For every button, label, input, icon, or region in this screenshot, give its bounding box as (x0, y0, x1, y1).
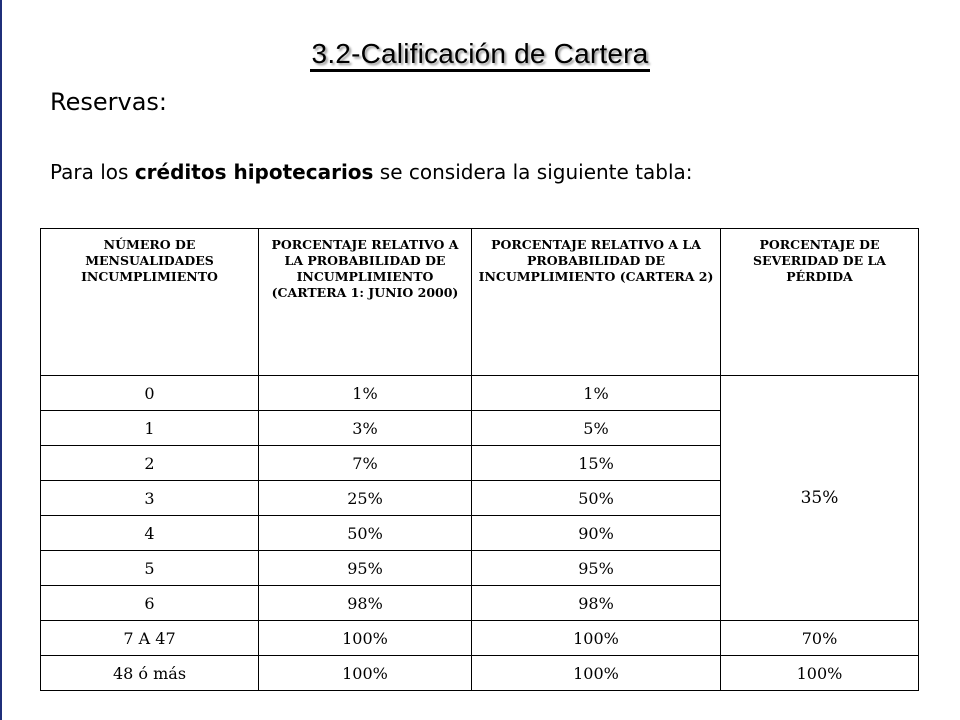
cell-portfolio-1: 95% (259, 551, 472, 586)
left-border-rule (0, 0, 2, 720)
cell-portfolio-1: 25% (259, 481, 472, 516)
cell-severity-merged: 35% (721, 376, 919, 621)
cell-severity: 100% (721, 656, 919, 691)
cell-severity: 70% (721, 621, 919, 656)
cell-portfolio-1: 1% (259, 376, 472, 411)
cell-portfolio-2: 5% (472, 411, 721, 446)
cell-months: 48 ó más (41, 656, 259, 691)
cell-portfolio-1: 3% (259, 411, 472, 446)
table-header-row (41, 229, 919, 376)
cell-portfolio-2: 100% (472, 656, 721, 691)
cell-portfolio-2: 50% (472, 481, 721, 516)
cell-portfolio-2: 15% (472, 446, 721, 481)
header-months-default: NÚMERO DE MENSUALIDADES INCUMPLIMIENTO (41, 229, 259, 376)
slide-title (0, 38, 960, 70)
cell-portfolio-2: 1% (472, 376, 721, 411)
intro-text (50, 160, 693, 184)
cell-months: 4 (41, 516, 259, 551)
cell-months: 2 (41, 446, 259, 481)
cell-portfolio-2: 90% (472, 516, 721, 551)
cell-portfolio-1: 100% (259, 656, 472, 691)
section-subtitle: Reservas: (50, 88, 167, 116)
reserves-table (40, 228, 919, 691)
cell-portfolio-1: 7% (259, 446, 472, 481)
table-row (41, 621, 919, 656)
intro-bold: créditos hipotecarios (134, 160, 374, 184)
table-row (41, 376, 919, 411)
cell-portfolio-1: 50% (259, 516, 472, 551)
intro-prefix: Para los (50, 160, 135, 184)
cell-portfolio-1: 98% (259, 586, 472, 621)
cell-months: 7 A 47 (41, 621, 259, 656)
cell-portfolio-2: 100% (472, 621, 721, 656)
cell-portfolio-2: 95% (472, 551, 721, 586)
cell-months: 6 (41, 586, 259, 621)
cell-months: 0 (41, 376, 259, 411)
cell-portfolio-2: 98% (472, 586, 721, 621)
slide-title-text: 3.2-Calificación de Cartera (310, 38, 651, 72)
cell-months: 3 (41, 481, 259, 516)
header-portfolio-2: PORCENTAJE RELATIVO A LA PROBABILIDAD DE INCUMPLIMIENTO (CARTERA 2) (472, 229, 721, 376)
header-loss-severity: PORCENTAJE DE SEVERIDAD DE LA PÉRDIDA (721, 229, 919, 376)
cell-months: 5 (41, 551, 259, 586)
cell-portfolio-1: 100% (259, 621, 472, 656)
intro-suffix: se considera la siguiente tabla: (373, 160, 693, 184)
table-row (41, 656, 919, 691)
header-portfolio-1: PORCENTAJE RELATIVO A LA PROBABILIDAD DE INCUMPLIMIENTO (CARTERA 1: JUNIO 2000) (259, 229, 472, 376)
cell-months: 1 (41, 411, 259, 446)
